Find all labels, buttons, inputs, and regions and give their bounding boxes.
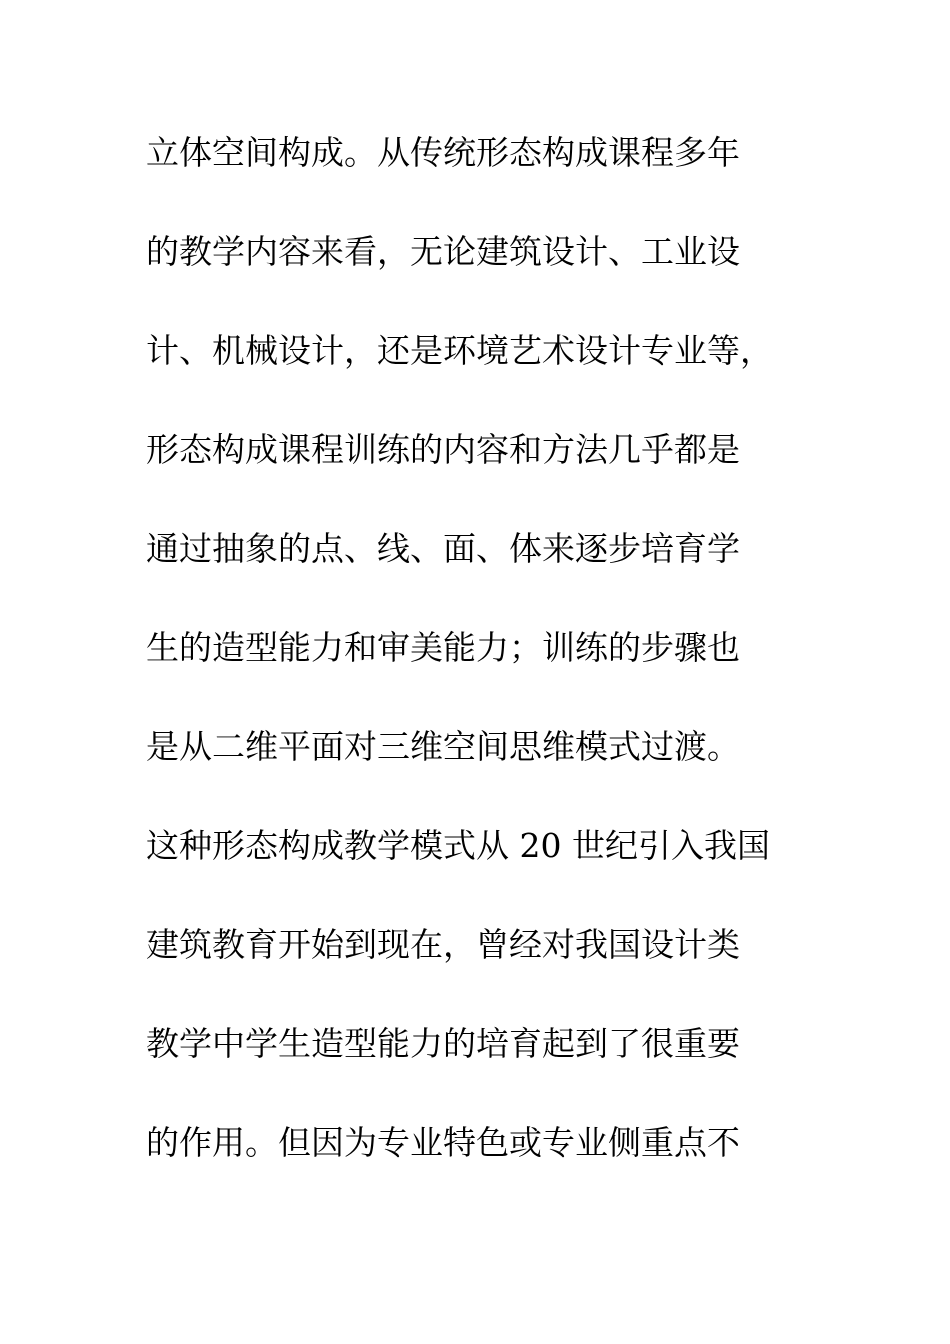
text-line-8: 这种形态构成教学模式从 20 世纪引入我国 [146, 826, 770, 865]
text-line-5: 通过抽象的点、线、面、体来逐步培育学 [146, 529, 740, 568]
text-line-1: 立体空间构成。从传统形态构成课程多年 [146, 133, 740, 172]
text-line-4: 形态构成课程训练的内容和方法几乎都是 [146, 430, 740, 469]
text-line-7: 是从二维平面对三维空间思维模式过渡。 [146, 727, 740, 766]
text-line-9: 建筑教育开始到现在，曾经对我国设计类 [146, 925, 740, 964]
text-line-2: 的教学内容来看，无论建筑设计、工业设 [146, 232, 740, 271]
text-line-10: 教学中学生造型能力的培育起到了很重要 [146, 1024, 740, 1063]
text-line-3: 计、机械设计，还是环境艺术设计专业等， [146, 331, 773, 370]
text-line-6: 生的造型能力和审美能力；训练的步骤也 [146, 628, 740, 667]
body-text [146, 124, 826, 1213]
text-line-11: 的作用。但因为专业特色或专业侧重点不 [146, 1123, 740, 1162]
